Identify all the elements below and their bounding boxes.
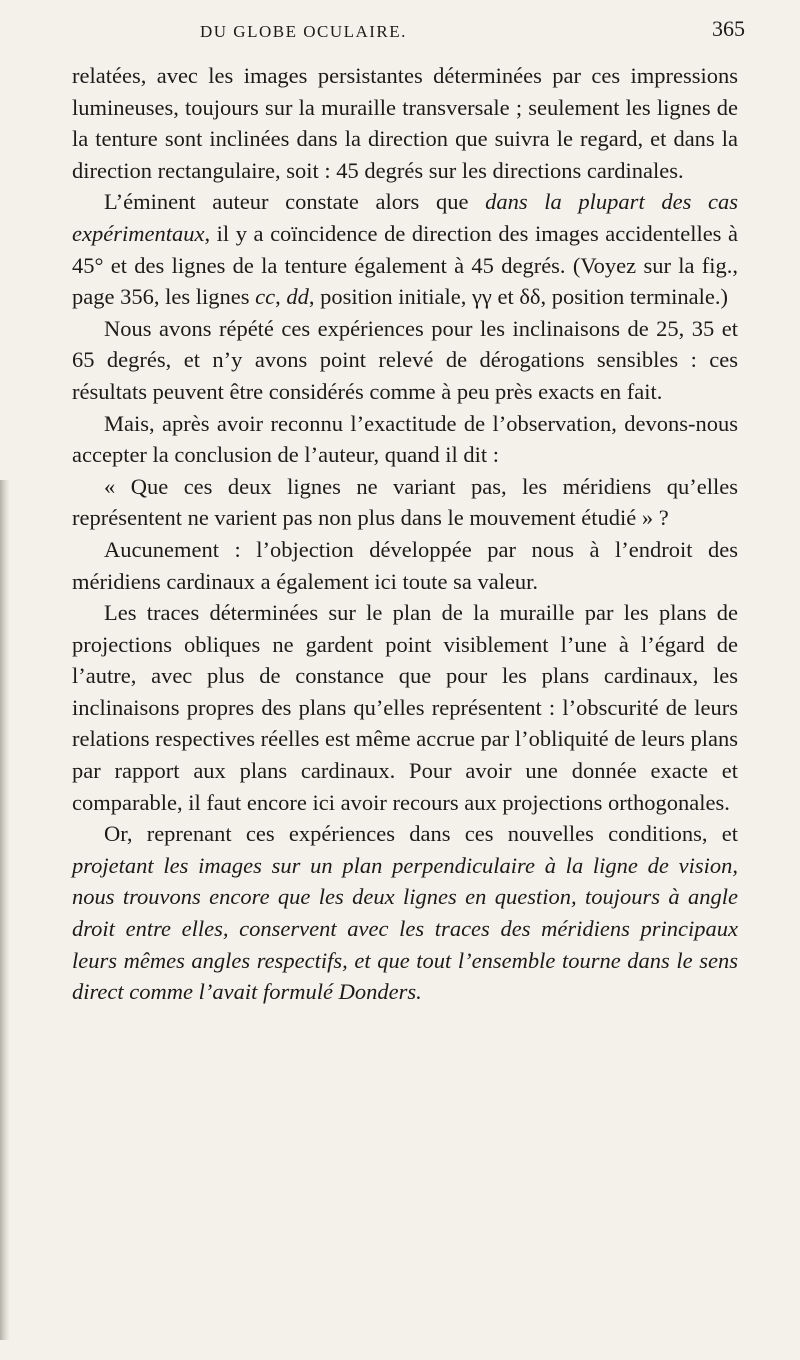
page-number: 365 — [712, 16, 745, 41]
text-run: , il y a coïncidence de direction des images accidentelles à 45° et des lignes de la tenture également à 45 degrés. (Voyez sur la fig., page 356, les lignes — [72, 220, 738, 310]
text-run: , — [275, 284, 287, 310]
paragraph — [72, 186, 738, 312]
paragraph — [72, 597, 738, 818]
paragraph — [72, 60, 738, 186]
text-run: Or, reprenant ces expériences dans ces nouvelles conditions, et — [104, 821, 738, 847]
body-text — [72, 60, 738, 1008]
text-run: Aucunement : l’objection développée par nous à l’endroit des méridiens cardinaux a également ici toute sa valeur. — [72, 536, 738, 594]
running-head: DU GLOBE OCULAIRE. — [200, 22, 407, 41]
text-run: L’éminent auteur constate alors que — [104, 189, 486, 215]
italic-text: dd — [286, 284, 309, 310]
italic-text: projetant les images sur un plan perpendiculaire à la ligne de vision, nous trouvons encore que les deux lignes en question, toujours à angle droit entre elles, conservent avec les traces des méridiens principaux leurs mêmes angles respectifs, et que tout l’ensemble tourne dans le sens direct comme l’avait formulé Donders. — [72, 852, 738, 1005]
paragraph — [72, 534, 738, 597]
italic-text: cc — [255, 284, 276, 310]
paragraph — [72, 408, 738, 471]
page-binding-shadow — [0, 480, 10, 1340]
text-run: relatées, avec les images persistantes déterminées par ces impressions lumineuses, toujours sur la muraille transversale ; seulement les lignes de la tenture sont inclinées dans la direction que suivra le regard, et dans la direction rectangulaire, soit : 45 degrés sur les directions cardinales. — [72, 63, 738, 183]
italic-text: dans la plupart des cas expérimentaux — [72, 189, 738, 246]
text-run: , position initiale, γγ et δδ, position terminale.) — [308, 284, 728, 310]
text-run: Nous avons répété ces expériences pour les inclinaisons de 25, 35 et 65 degrés, et n’y avons point relevé de dérogations sensibles : ces résultats peuvent être considérés comme à peu près exacts en fait. — [72, 315, 738, 404]
text-run: Les traces déterminées sur le plan de la muraille par les plans de projections obliques ne gardent point visiblement l’une à l’égard de l’autre, avec plus de constance que pour les plans cardinaux, les inclinaisons propres des plans qu’elles représentent : l’obscurité de leurs relations respectives réelles est même accrue par l’obliquité de leurs plans par rapport aux plans cardinaux. Pour avoir une donnée exacte et comparable, il faut encore ici avoir recours aux projections orthogonales. — [72, 600, 738, 815]
paragraph — [72, 313, 738, 408]
text-run: « Que ces deux lignes ne variant pas, les méridiens qu’elles représentent ne varient pas non plus dans le mouvement étudié » ? — [72, 473, 738, 531]
paragraph — [72, 471, 738, 534]
paragraph — [72, 818, 738, 1008]
text-run: Mais, après avoir reconnu l’exactitude de l’observation, devons-nous accepter la conclusion de l’auteur, quand il dit : — [72, 410, 738, 468]
